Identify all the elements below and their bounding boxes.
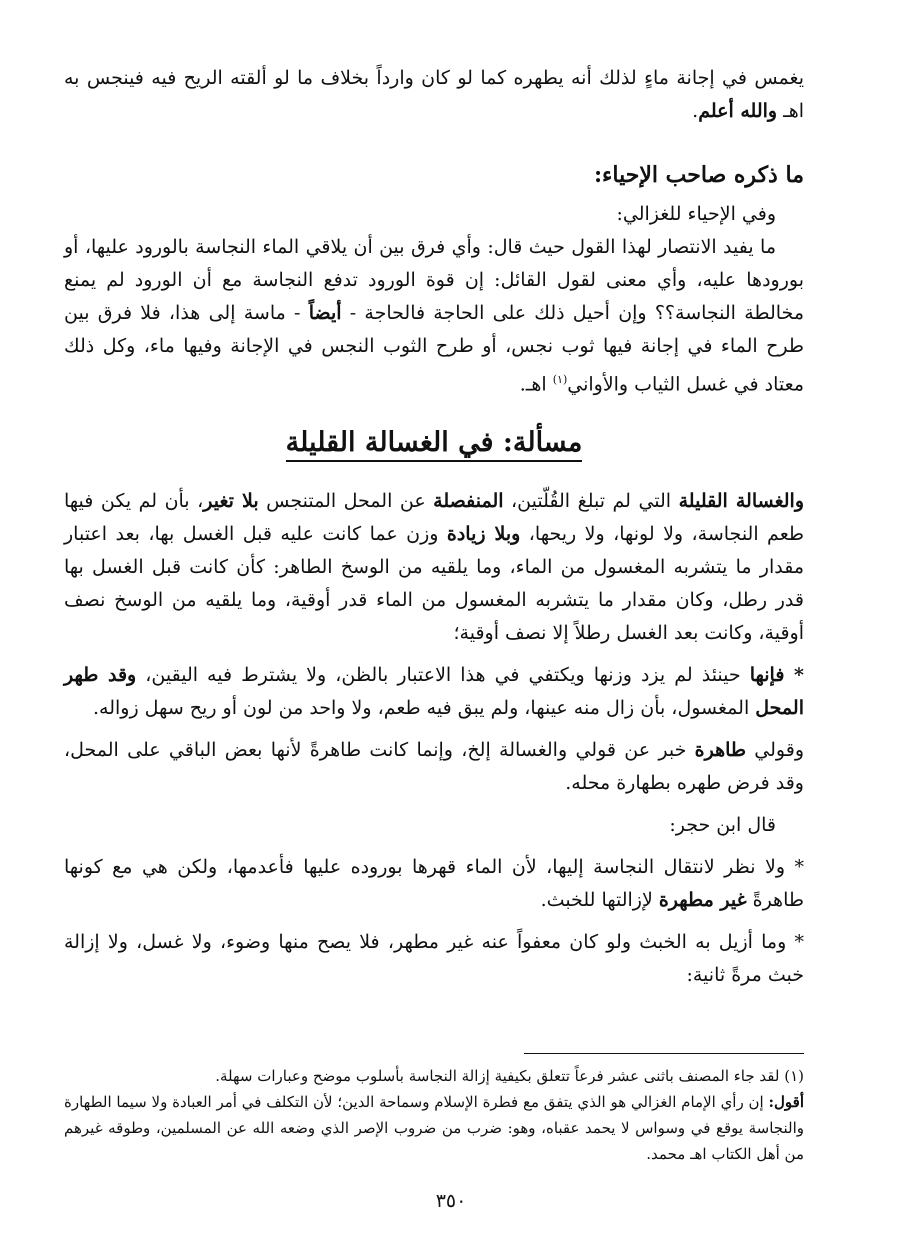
fainnaha-bold-2: وقد طهر المحل: [64, 664, 804, 720]
fainnaha-text-2: المغسول، بأن زال منه عينها، ولم يبق فيه طعم، ولا واحد من لون أو ريح سهل زواله.: [92, 697, 756, 720]
fainnaha-paragraph: [64, 659, 804, 725]
ihya-quote-bold: أيضاً: [308, 302, 342, 324]
main-text: [64, 62, 804, 992]
qawli-text-2: خبر عن قولي والغسالة إلخ، وإنما كانت طاهرةً لأنها بعض الباقي على المحل، وقد فرض طهره بطهارة محله.: [64, 739, 804, 795]
footnote-comment-label: أقول:: [768, 1093, 804, 1111]
heading-ihya: ما ذكره صاحب الإحياء:: [593, 162, 804, 188]
page-number: ٣٥٠: [435, 1190, 467, 1212]
ihya-quote-text-1: ما يفيد الانتصار لهذا القول حيث قال: وأي فرق بين أن يلاقي الماء النجاسة بالورود عليها، أو بورودها عليه، وأي معنى لقول القائل: إن قوة الورود تدفع النجاسة مع أن الورود لم يمنع مخالطة النجاسة؟؟ وإن أحيل ذلك على الحاجة فالحاجة -: [64, 236, 804, 324]
ghusala-text-1: التي لم تبلغ القُلّتين،: [503, 490, 679, 513]
footnote-ref-1[interactable]: (١): [552, 373, 568, 386]
wala-nazar-text-2: لإزالتها للخبث.: [540, 889, 659, 912]
intro-period: .: [692, 100, 699, 122]
qawli-bold: طاهرة: [694, 739, 746, 762]
footnote-divider: [524, 1053, 804, 1054]
qawli-text-1: وقولي: [746, 739, 804, 762]
ihya-quote-text-2: - ماسة إلى هذا، فلا فرق بين طرح الماء في إجانة فيها ثوب نجس، أو طرح الثوب النجس في الإجانة وفيها ماء، وكل ذلك معتاد في غسل الثياب والأواني: [64, 302, 804, 396]
ghusala-text-2: عن المحل المتنجس: [258, 490, 434, 513]
footnote-1-number: (١): [784, 1067, 804, 1085]
ghusala-bold-4: وبلا زيادة: [446, 523, 521, 546]
bullet-star: *: [784, 664, 804, 687]
wala-nazar-bold: غير مطهرة: [658, 889, 747, 912]
ghusala-bold-1: والغسالة القليلة: [678, 490, 804, 513]
ihya-intro: وفي الإحياء للغزالي:: [616, 203, 776, 225]
footnote-1-text: لقد جاء المصنف باثنى عشر فرعاً تتعلق بكيفية إزالة النجاسة بأسلوب موضح وعبارات سهلة.: [215, 1067, 785, 1085]
ghusala-text-3: ، بأن لم يكن فيها طعم النجاسة، ولا لونها، ولا ريحها،: [64, 490, 804, 546]
intro-paragraph: [64, 62, 804, 128]
fainnaha-bold: فإنها: [749, 664, 785, 687]
footnotes: [64, 1063, 804, 1167]
footnote-comment: [64, 1089, 804, 1167]
ghusala-text-4: وزن عما كانت عليه قبل الغسل بها، بعد اعتبار مقدار ما يتشربه المغسول من الماء، وما يلقيه من الوسخ الطاهر: كأن كانت قبل الغسل بها قدر رطل، وكان مقدار ما يتشربه المغسول من الماء قدر أوقية، وما يلقيه من الوسخ نصف أوقية، وكانت بعد الغسل رطلاً إلا نصف أوقية؛: [64, 523, 804, 645]
qawli-paragraph: [64, 734, 804, 800]
intro-text: يغمس في إجانة ماءٍ لذلك أنه يطهره كما لو كان وارداً بخلاف ما لو ألقته الريح فيه فينجس به اهـ: [64, 67, 804, 122]
wama-uzila-paragraph: * وما أزيل به الخبث ولو كان معفواً عنه غير مطهر، فلا يصح منها وضوء، ولا غسل، ولا إزالة خبث مرةً ثانية:: [64, 931, 804, 987]
wala-nazar-paragraph: [64, 851, 804, 917]
footnote-1: [64, 1063, 804, 1089]
ghusala-bold-2: المنفصلة: [433, 490, 504, 513]
ghusala-paragraph: [64, 485, 804, 650]
ghusala-bold-3: بلا تغير: [203, 490, 259, 513]
footnote-comment-text: إن رأي الإمام الغزالي هو الذي يتفق مع فطرة الإسلام وسماحة الدين؛ لأن التكلف في أمر العبادة ولا سيما الطهارة والنجاسة يوقع في وسواس لا يحمد عقباه، وهو: ضرب من ضروب الإصر الذي وضعه الله عن المسلمين، وطوقه غيرهم من أهل الكتاب اهـ محمد.: [64, 1093, 804, 1163]
ibn-hajar-intro: قال ابن حجر:: [669, 814, 776, 837]
ihya-quote-end: اهـ.: [519, 373, 553, 396]
fainnaha-text-1: حينئذ لم يزد وزنها ويكتفي في هذا الاعتبار بالظن، ولا يشترط فيه اليقين،: [136, 664, 750, 687]
heading-masala: [64, 423, 804, 463]
wala-nazar-text-1: * ولا نظر لانتقال النجاسة إليها، لأن الماء قهرها بوروده عليها فأعدمها، ولكن هي مع كونها طاهرةً: [64, 856, 804, 912]
heading-masala-text: مسألة: في الغسالة القليلة: [286, 427, 583, 462]
intro-closing-bold: والله أعلم: [698, 100, 778, 122]
ihya-quote-paragraph: [64, 231, 804, 401]
